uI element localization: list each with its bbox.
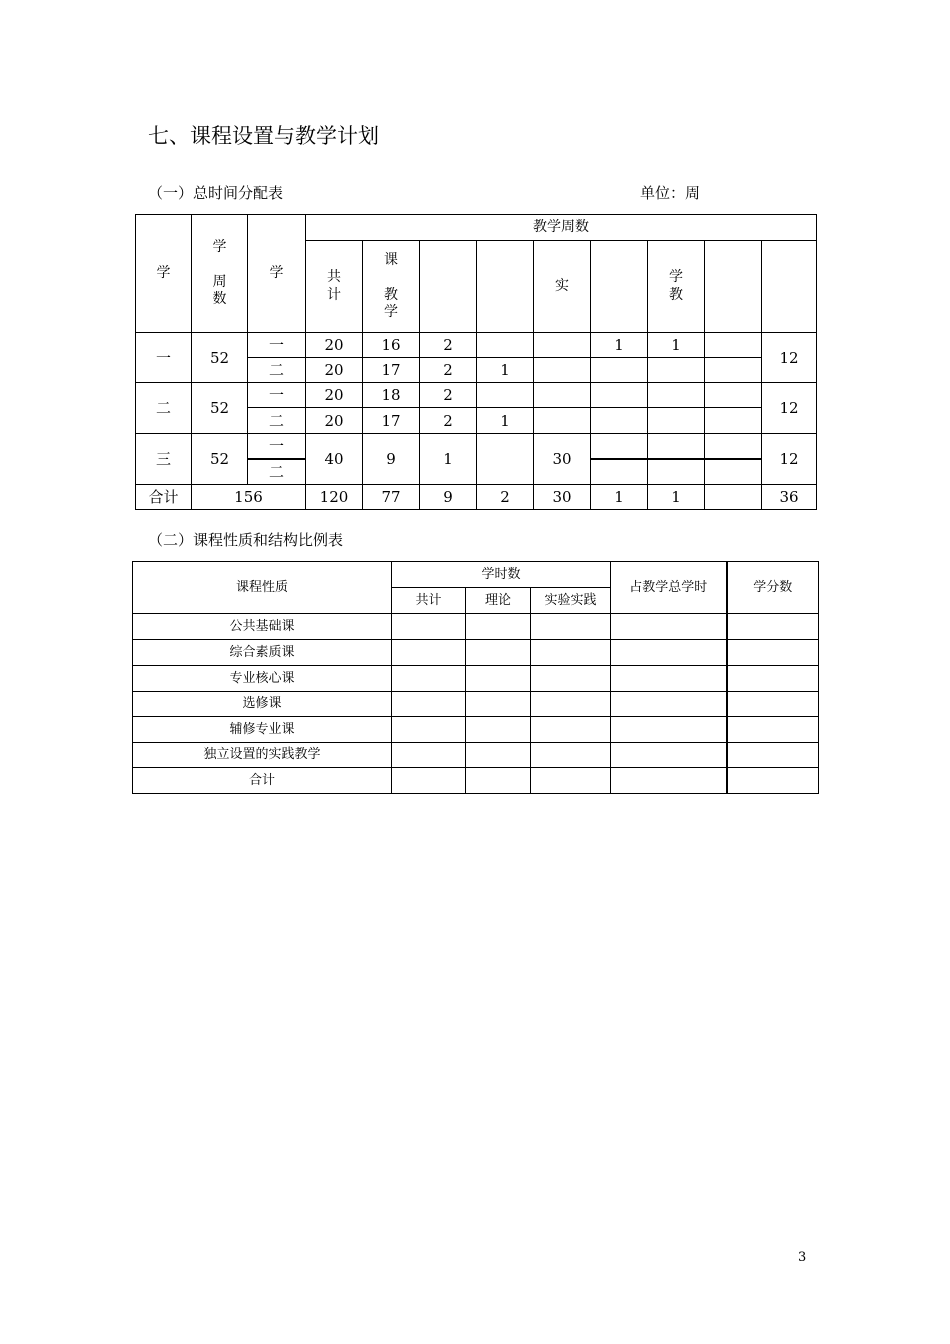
total-cell xyxy=(705,485,762,510)
row-label: 辅修专业课 xyxy=(133,717,392,743)
data-cell xyxy=(534,358,591,383)
total-cell: 9 xyxy=(420,485,477,510)
header-credits: 学分数 xyxy=(727,562,819,614)
header-nature: 课程性质 xyxy=(133,562,392,614)
data-cell xyxy=(591,358,648,383)
last-cell: 12 xyxy=(762,383,817,434)
row-label: 选修课 xyxy=(133,692,392,717)
data-cell: 1 xyxy=(591,333,648,358)
weeks-cell: 52 xyxy=(192,383,248,434)
cell xyxy=(392,614,466,640)
semester-cell: 一 xyxy=(248,333,306,358)
cell xyxy=(727,614,819,640)
semester-cell: 二 xyxy=(248,408,306,434)
header-teaching-weeks: 教学周数 xyxy=(306,215,817,241)
cell xyxy=(466,614,531,640)
data-cell: 2 xyxy=(420,408,477,434)
table1-title: （一）总时间分配表 xyxy=(148,184,284,202)
header-total: 共计 xyxy=(392,588,466,614)
total-cell: 1 xyxy=(648,485,705,510)
header-theory: 理论 xyxy=(466,588,531,614)
cell xyxy=(392,692,466,717)
cell xyxy=(611,768,727,794)
total-cell: 36 xyxy=(762,485,817,510)
data-cell xyxy=(705,383,762,408)
year-cell: 一 xyxy=(136,333,192,383)
header-empty xyxy=(591,241,648,333)
cell xyxy=(466,768,531,794)
row-label: 合计 xyxy=(133,768,392,794)
data-cell: 1 xyxy=(477,408,534,434)
data-cell: 17 xyxy=(363,408,420,434)
header-xue-jiao: 学 教 xyxy=(648,241,705,333)
cell xyxy=(727,743,819,768)
data-cell: 20 xyxy=(306,358,363,383)
cell xyxy=(611,692,727,717)
cell xyxy=(531,743,611,768)
data-cell: 20 xyxy=(306,333,363,358)
year-cell: 二 xyxy=(136,383,192,434)
cell xyxy=(531,614,611,640)
semester-cell: 二 xyxy=(248,459,306,485)
header-total: 共 计 xyxy=(306,241,363,333)
total-cell: 1 xyxy=(591,485,648,510)
header-practice: 实验实践 xyxy=(531,588,611,614)
cell xyxy=(727,692,819,717)
header-shi: 实 xyxy=(534,241,591,333)
cell xyxy=(466,640,531,666)
cell xyxy=(531,717,611,743)
semester-cell: 二 xyxy=(248,358,306,383)
data-cell: 9 xyxy=(363,434,420,485)
header-course-teaching: 课 教 学 xyxy=(363,241,420,333)
data-cell: 1 xyxy=(648,333,705,358)
cell xyxy=(727,640,819,666)
data-cell xyxy=(534,408,591,434)
cell xyxy=(531,640,611,666)
header-empty xyxy=(477,241,534,333)
data-cell xyxy=(591,383,648,408)
weeks-cell: 52 xyxy=(192,434,248,485)
header-xue2: 学 xyxy=(248,215,306,333)
data-cell xyxy=(591,459,648,485)
cell xyxy=(727,666,819,692)
cell xyxy=(392,640,466,666)
table1-unit: 单位：周 xyxy=(640,184,701,202)
cell xyxy=(531,692,611,717)
last-cell: 12 xyxy=(762,434,817,485)
data-cell: 2 xyxy=(420,383,477,408)
data-cell xyxy=(705,358,762,383)
data-cell: 30 xyxy=(534,434,591,485)
data-cell: 40 xyxy=(306,434,363,485)
cell xyxy=(466,717,531,743)
weeks-cell: 52 xyxy=(192,333,248,383)
cell xyxy=(466,692,531,717)
cell xyxy=(531,666,611,692)
cell xyxy=(611,640,727,666)
data-cell xyxy=(591,408,648,434)
data-cell xyxy=(648,408,705,434)
cell xyxy=(466,743,531,768)
cell xyxy=(392,717,466,743)
row-label: 公共基础课 xyxy=(133,614,392,640)
data-cell: 20 xyxy=(306,408,363,434)
header-ratio: 占教学总学时 xyxy=(611,562,727,614)
cell xyxy=(611,614,727,640)
data-cell: 2 xyxy=(420,358,477,383)
time-allocation-table xyxy=(135,214,817,510)
data-cell: 20 xyxy=(306,383,363,408)
data-cell xyxy=(705,333,762,358)
semester-cell: 一 xyxy=(248,383,306,408)
cell xyxy=(392,768,466,794)
cell xyxy=(392,743,466,768)
semester-cell: 一 xyxy=(248,434,306,459)
cell xyxy=(466,666,531,692)
row-label: 独立设置的实践教学 xyxy=(133,743,392,768)
cell xyxy=(611,717,727,743)
row-label: 综合素质课 xyxy=(133,640,392,666)
data-cell: 17 xyxy=(363,358,420,383)
data-cell xyxy=(648,358,705,383)
page-number: 3 xyxy=(798,1250,807,1265)
header-empty xyxy=(420,241,477,333)
total-cell: 77 xyxy=(363,485,420,510)
total-weeks: 156 xyxy=(192,485,306,510)
header-empty xyxy=(705,241,762,333)
last-cell: 12 xyxy=(762,333,817,383)
data-cell xyxy=(477,333,534,358)
data-cell xyxy=(534,333,591,358)
data-cell: 1 xyxy=(477,358,534,383)
data-cell: 16 xyxy=(363,333,420,358)
data-cell xyxy=(477,434,534,485)
header-empty xyxy=(762,241,817,333)
data-cell xyxy=(705,434,762,459)
total-label: 合计 xyxy=(136,485,192,510)
header-xue: 学 xyxy=(136,215,192,333)
data-cell xyxy=(477,383,534,408)
cell xyxy=(392,666,466,692)
cell xyxy=(531,768,611,794)
section-heading: 七、课程设置与教学计划 xyxy=(148,124,379,148)
cell xyxy=(611,666,727,692)
total-cell: 2 xyxy=(477,485,534,510)
total-cell: 30 xyxy=(534,485,591,510)
data-cell xyxy=(534,383,591,408)
course-structure-table xyxy=(132,561,819,794)
total-cell: 120 xyxy=(306,485,363,510)
table2-title: （二）课程性质和结构比例表 xyxy=(148,531,344,549)
data-cell xyxy=(648,459,705,485)
cell xyxy=(727,768,819,794)
data-cell: 1 xyxy=(420,434,477,485)
cell xyxy=(727,717,819,743)
data-cell xyxy=(705,408,762,434)
data-cell xyxy=(648,383,705,408)
year-cell: 三 xyxy=(136,434,192,485)
header-xue-zhou-shu: 学 周 数 xyxy=(192,215,248,333)
data-cell xyxy=(705,459,762,485)
header-hours: 学时数 xyxy=(392,562,611,588)
row-label: 专业核心课 xyxy=(133,666,392,692)
data-cell xyxy=(591,434,648,459)
data-cell: 2 xyxy=(420,333,477,358)
data-cell: 18 xyxy=(363,383,420,408)
data-cell xyxy=(648,434,705,459)
cell xyxy=(611,743,727,768)
